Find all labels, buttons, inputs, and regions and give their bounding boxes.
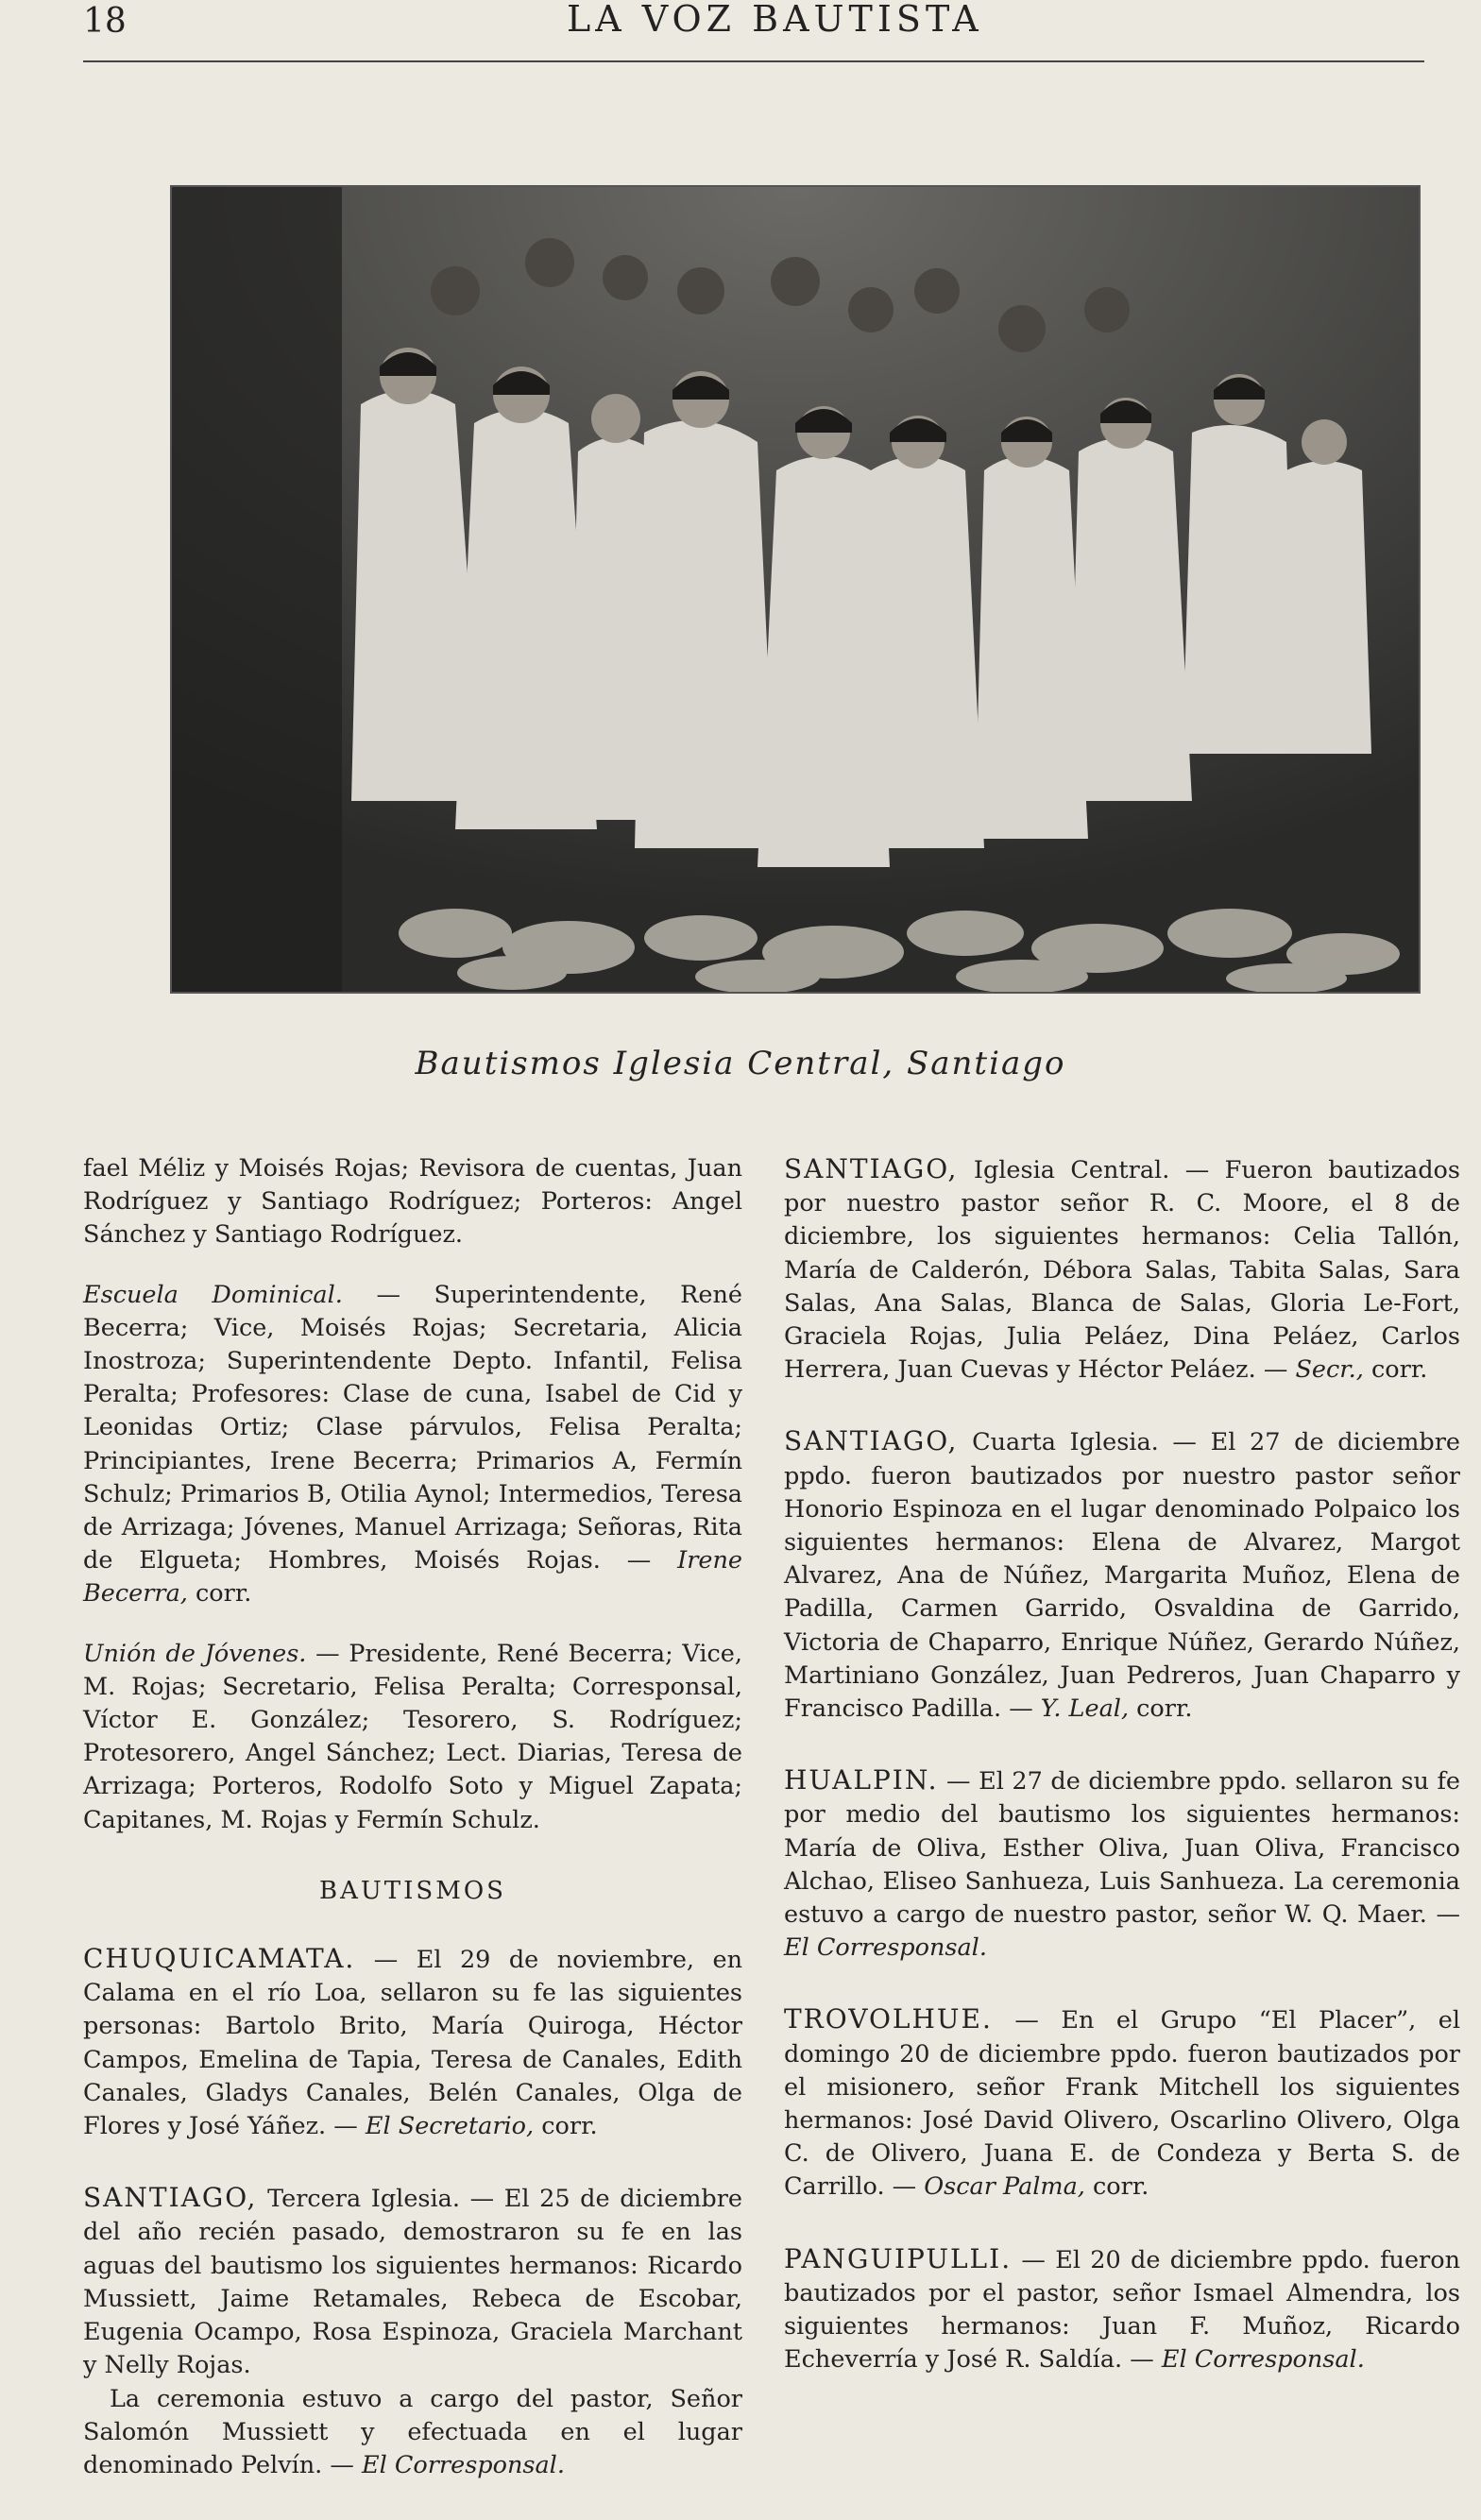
santiago-tercera-text-2: La ceremonia estuvo a cargo del pastor, Señor Salomón Mussiett y efectuada en el lugar denominado Pelvín. — (83, 2384, 742, 2479)
panguipulli-text: — El 20 de diciembre ppdo. fueron bautizados por el pastor, señor Ismael Almendra, los siguientes hermanos: Juan F. Muñoz, Ricardo Echeverría y José R. Saldía. — (784, 2245, 1460, 2375)
photo-illustration (172, 187, 1419, 992)
panguipulli-paragraph (784, 2242, 1460, 2377)
escuela-signature: Irene Becerra, (83, 1546, 742, 1609)
santiago-central-text: Iglesia Central. — Fueron bautizados por nuestro pastor señor R. C. Moore, el 8 de diciembre, los siguientes hermanos: Celia Tallón, María de Calderón, Débora Salas, Tabita Salas, Sara Salas, Ana Salas, Blanca de Salas, Gloria Le-Fort, Graciela Rojas, Julia Peláez, Dina Peláez, Carlos Herrera, Juan Cuevas y Héctor Peláez. — (784, 1156, 1460, 1385)
escuela-dominical-label: Escuela Dominical. (83, 1280, 343, 1309)
hualpin-place: HUALPIN. (784, 1764, 939, 1796)
panguipulli-signature: El Corresponsal. (1161, 2345, 1365, 2375)
santiago-tercera-place: SANTIAGO, (83, 2182, 258, 2214)
union-jovenes-text: — Presidente, René Becerra; Vice, M. Rojas; Secretario, Felisa Peralta; Corresponsal, Víctor E. González; Tesorero, S. Rodríguez; Protesorero, Angel Sánchez; Lect. Diarias, Teresa de Arrizaga; Porteros, Rodolfo Soto y Miguel Zapata; Capitanes, M. Rojas y Fermín Schulz. (83, 1639, 742, 1834)
trovolhue-corr: corr. (1084, 2172, 1149, 2202)
chuquicamata-text: — El 29 de noviembre, en Calama en el río Loa, sellaron su fe las siguientes personas: Bartolo Brito, María Quiroga, Héctor Campos, Emelina de Tapia, Teresa de Canales, Edith Canales, Gladys Canales, Belén Canales, Olga de Flores y José Yáñez. — (83, 1946, 742, 2141)
photo-caption: Bautismos Iglesia Central, Santiago (415, 1045, 1066, 1082)
trovolhue-signature: Oscar Palma, (924, 2172, 1085, 2202)
santiago-tercera-paragraph (83, 2181, 742, 2382)
trovolhue-place: TROVOLHUE. (784, 2003, 993, 2035)
santiago-central-paragraph (784, 1152, 1460, 1387)
escuela-corr: corr. (187, 1579, 252, 1609)
santiago-tercera-text: Tercera Iglesia. — El 25 de diciembre del año recién pasado, demostraron su fe en las aguas del bautismo los siguientes hermanos: Ricardo Mussiett, Jaime Retamales, Rebeca de Escobar, Eugenia Ocampo, Rosa Espinoza, Graciela Marchant y Nelly Rojas. (83, 2185, 742, 2380)
escuela-dominical-text: — Superintendente, René Becerra; Vice, Moisés Rojas; Secretaria, Alicia Inostroza; Superintendente Depto. Infantil, Felisa Peralta; Profesores: Clase de cuna, Isabel de Cid y Leonidas Ortiz; Clase párvulos, Felisa Peralta; Principiantes, Irene Becerra; Primarios A, Fermín Schulz; Primarios B, Otilia Aynol; Intermedios, Teresa de Arrizaga; Jóvenes, Manuel Arrizaga; Señoras, Rita de Elgueta; Hombres, Moisés Rojas. — (83, 1280, 742, 1575)
santiago-cuarta-corr: corr. (1129, 1694, 1193, 1724)
hualpin-signature: El Corresponsal. (784, 1933, 987, 1963)
santiago-central-signature: Secr., (1295, 1355, 1364, 1385)
right-column (784, 1152, 1460, 2415)
page-header (0, 0, 1481, 76)
santiago-central-place: SANTIAGO, (784, 1153, 959, 1184)
panguipulli-place: PANGUIPULLI. (784, 2242, 1013, 2274)
bautismos-heading: BAUTISMOS (319, 1876, 506, 1905)
escuela-dominical-paragraph (83, 1279, 742, 1611)
santiago-cuarta-signature: Y. Leal, (1040, 1694, 1130, 1724)
baptism-group-photo (170, 185, 1421, 994)
santiago-cuarta-place: SANTIAGO, (784, 1425, 959, 1457)
santiago-cuarta-text: Cuarta Iglesia. — El 27 de diciembre ppdo. fueron bautizados por nuestro pastor señor Honorio Espinoza en el lugar denominado Polpaico los siguientes hermanos: Elena de Alvarez, Margot Alvarez, Ana de Núñez, Margarita Muñoz, Elena de Padilla, Carmen Garrido, Osvaldina de Garrido, Victoria de Chaparro, Enrique Núñez, Gerardo Núñez, Martiniano González, Juan Pedreros, Juan Chaparro y Francisco Padilla. — (784, 1428, 1460, 1724)
left-column (83, 1152, 742, 2520)
hualpin-paragraph (784, 1763, 1460, 1965)
union-jovenes-paragraph (83, 1638, 742, 1837)
santiago-tercera-signature: El Corresponsal. (362, 2450, 565, 2479)
chuquicamata-signature: El Secretario, (365, 2112, 535, 2141)
trovolhue-paragraph (784, 2002, 1460, 2204)
page-number: 18 (83, 2, 127, 41)
chuquicamata-corr: corr. (534, 2112, 598, 2141)
header-rule (83, 60, 1424, 62)
santiago-tercera-paragraph-2 (83, 2383, 742, 2483)
chuquicamata-paragraph (83, 1942, 742, 2143)
publication-title: LA VOZ BAUTISTA (567, 0, 983, 40)
santiago-central-corr: corr. (1363, 1355, 1428, 1385)
chuquicamata-place: CHUQUICAMATA. (83, 1943, 356, 1975)
union-jovenes-label: Unión de Jóvenes. (83, 1639, 307, 1668)
hualpin-text: — El 27 de diciembre ppdo. sellaron su fe por medio del bautismo los siguientes hermanos: María de Oliva, Esther Oliva, Juan Oliva, Francisco Alchao, Eliseo Sanhueza, Luis Sanhueza. La ceremonia estuvo a cargo de nuestro pastor, señor W. Q. Maer. — (784, 1767, 1460, 1930)
santiago-cuarta-paragraph (784, 1424, 1460, 1726)
trovolhue-text: — En el Grupo “El Placer”, el domingo 20 de diciembre ppdo. fueron bautizados por el misionero, señor Frank Mitchell los siguientes hermanos: José David Olivero, Oscarlino Olivero, Olga C. de Olivero, Juana E. de Condeza y Berta S. de Carrillo. — (784, 2006, 1460, 2202)
committee-paragraph: fael Méliz y Moisés Rojas; Revisora de cuentas, Juan Rodríguez y Santiago Rodríguez; Porteros: Angel Sánchez y Santiago Rodríguez. (83, 1154, 742, 1250)
